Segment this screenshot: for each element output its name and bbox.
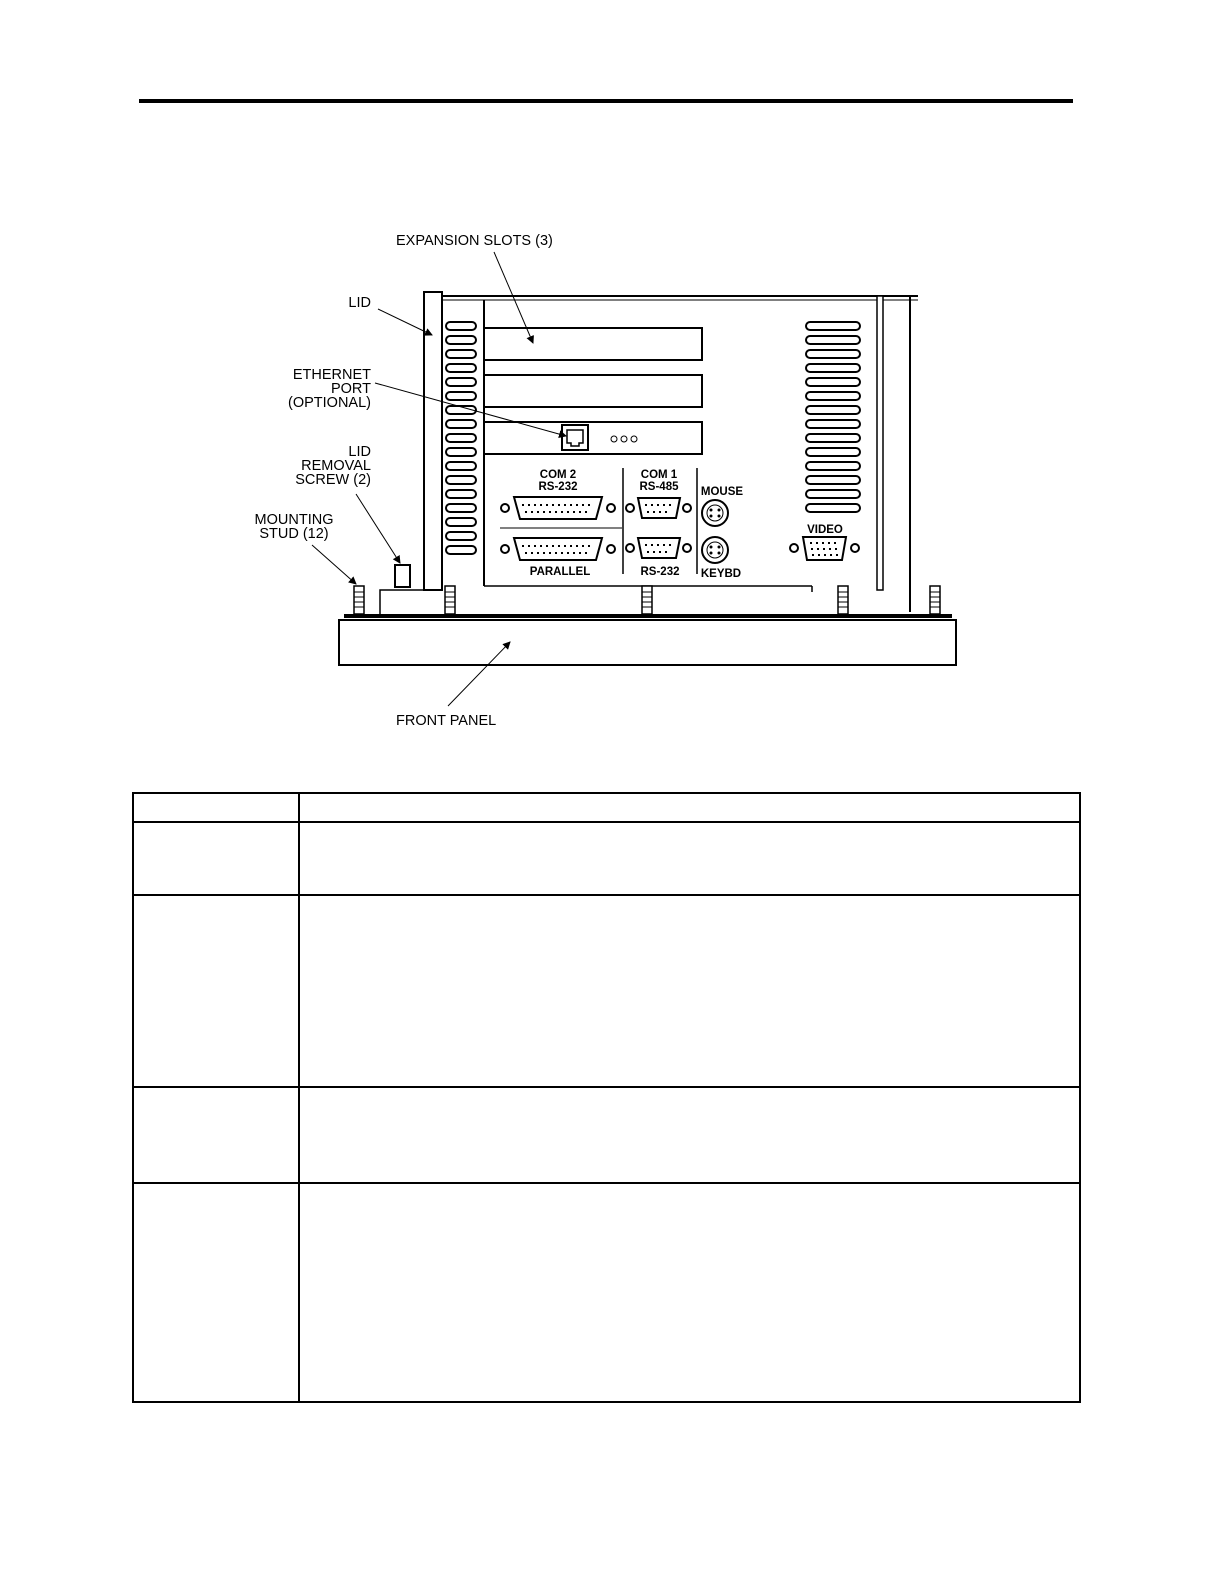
left-vents bbox=[446, 322, 476, 554]
parallel-connector-icon bbox=[501, 538, 615, 560]
expansion-slot-2 bbox=[484, 375, 702, 407]
table-cell-text bbox=[299, 1087, 1080, 1183]
label-mounting-line2: STUD (12) bbox=[259, 526, 329, 542]
rs232-connector-icon bbox=[626, 538, 691, 558]
label-ethernet-line3: (OPTIONAL) bbox=[288, 395, 371, 411]
label-ethernet-line2: PORT bbox=[330, 381, 371, 397]
table-cell-label bbox=[133, 822, 299, 895]
table-row bbox=[133, 895, 1080, 1087]
label-lid-removal-line2: REMOVAL bbox=[301, 458, 371, 474]
table-cell-label bbox=[133, 793, 299, 822]
label-lid-removal-line1: LID bbox=[348, 444, 371, 460]
label-mounting-line1: MOUNTING bbox=[254, 512, 334, 528]
table-row bbox=[133, 822, 1080, 895]
port-video: VIDEO bbox=[807, 524, 843, 536]
port-parallel: PARALLEL bbox=[529, 566, 591, 578]
expansion-slot-3 bbox=[484, 422, 702, 454]
table-cell-text bbox=[299, 1183, 1080, 1402]
com1-connector-icon bbox=[626, 498, 691, 518]
lid-panel bbox=[424, 292, 442, 590]
port-com2-line1: COM 2 bbox=[539, 469, 577, 481]
table-row bbox=[133, 1087, 1080, 1183]
expansion-slot-1 bbox=[484, 328, 702, 360]
table-cell-label bbox=[133, 895, 299, 1087]
label-expansion-slots: EXPANSION SLOTS (3) bbox=[396, 233, 553, 249]
port-com1-line2: RS-485 bbox=[639, 481, 679, 493]
port-mouse: MOUSE bbox=[700, 486, 744, 498]
table-cell-label bbox=[133, 1183, 299, 1402]
port-com1-line1: COM 1 bbox=[640, 469, 678, 481]
label-lid: LID bbox=[348, 295, 371, 311]
rear-panel-diagram bbox=[0, 0, 1224, 760]
port-keybd: KEYBD bbox=[700, 568, 742, 580]
port-rs232: RS-232 bbox=[640, 566, 680, 578]
table-row bbox=[133, 1183, 1080, 1402]
label-lid-removal-line3: SCREW (2) bbox=[295, 472, 371, 488]
table-cell-label bbox=[133, 1087, 299, 1183]
mouse-port-icon bbox=[702, 500, 728, 526]
video-connector-icon bbox=[790, 537, 859, 560]
port-com2-line2: RS-232 bbox=[538, 481, 578, 493]
table-cell-text bbox=[299, 822, 1080, 895]
specification-table bbox=[132, 792, 1081, 1403]
com2-connector-icon bbox=[501, 497, 615, 519]
label-ethernet-line1: ETHERNET bbox=[292, 367, 371, 383]
keyboard-port-icon bbox=[702, 537, 728, 563]
table-cell-text bbox=[299, 793, 1080, 822]
lid-removal-screw-icon bbox=[395, 565, 410, 587]
table-row bbox=[133, 793, 1080, 822]
front-panel bbox=[339, 620, 956, 665]
label-front-panel: FRONT PANEL bbox=[396, 713, 497, 729]
table-cell-text bbox=[299, 895, 1080, 1087]
right-vents bbox=[806, 322, 860, 512]
